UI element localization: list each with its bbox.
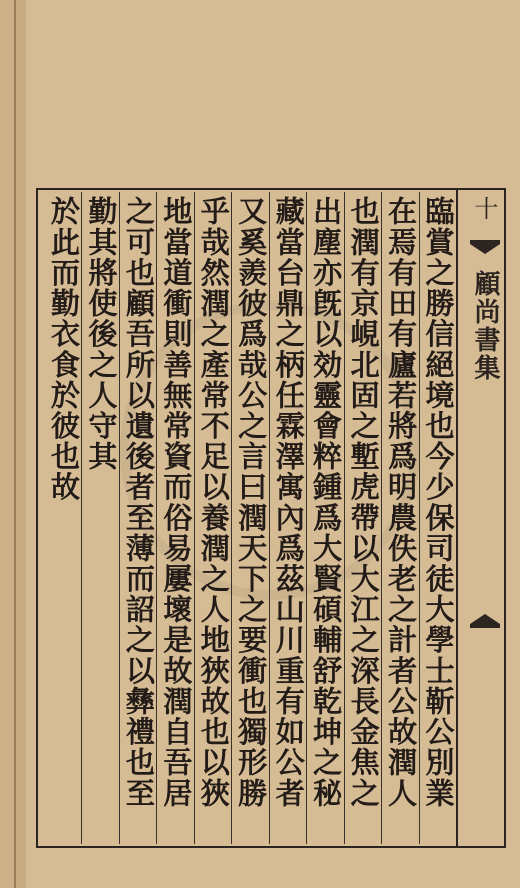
text-column: 之可也顧吾所以遺後者至薄而詔之以彝禮也至 xyxy=(119,192,156,844)
text-column: 在焉有田有廬若將爲明農佚老之計者公故潤人 xyxy=(381,192,418,844)
text-columns xyxy=(44,192,456,844)
text-column: 於此而勤衣食於彼也故 xyxy=(46,196,81,503)
text-column: 臨賞之勝信絕境也今少保司徒大學士靳公別業 xyxy=(419,192,456,844)
text-column: 出塵亦旣以効靈會粹鍾爲大賢碩輔舒乾坤之秘 xyxy=(306,192,343,844)
text-column: 又奚羨彼爲哉公之言曰潤天下之要衝也獨形勝 xyxy=(231,192,268,844)
text-column: 乎哉然潤之產常不足以養潤之人地狹故也以狹 xyxy=(194,192,231,844)
fishtail-mark-bottom xyxy=(470,610,500,628)
text-column: 勤其將使後之人守其 xyxy=(81,192,118,844)
text-column: 藏當台鼎之柄任霖澤寓內爲茲山川重有如公者 xyxy=(269,192,306,844)
leaf-shadow xyxy=(16,0,26,888)
banxin-title: 顧尚書集 xyxy=(470,270,500,382)
text-column: 地當道衝則善無常資而俗易屢壞是故潤自吾居 xyxy=(156,192,193,844)
fishtail-mark-top xyxy=(470,240,500,258)
text-column: 也潤有京峴北固之塹虎帶以大江之深長金焦之 xyxy=(344,192,381,844)
book-spine xyxy=(0,0,14,888)
banxin-mark: 十 xyxy=(470,196,498,220)
